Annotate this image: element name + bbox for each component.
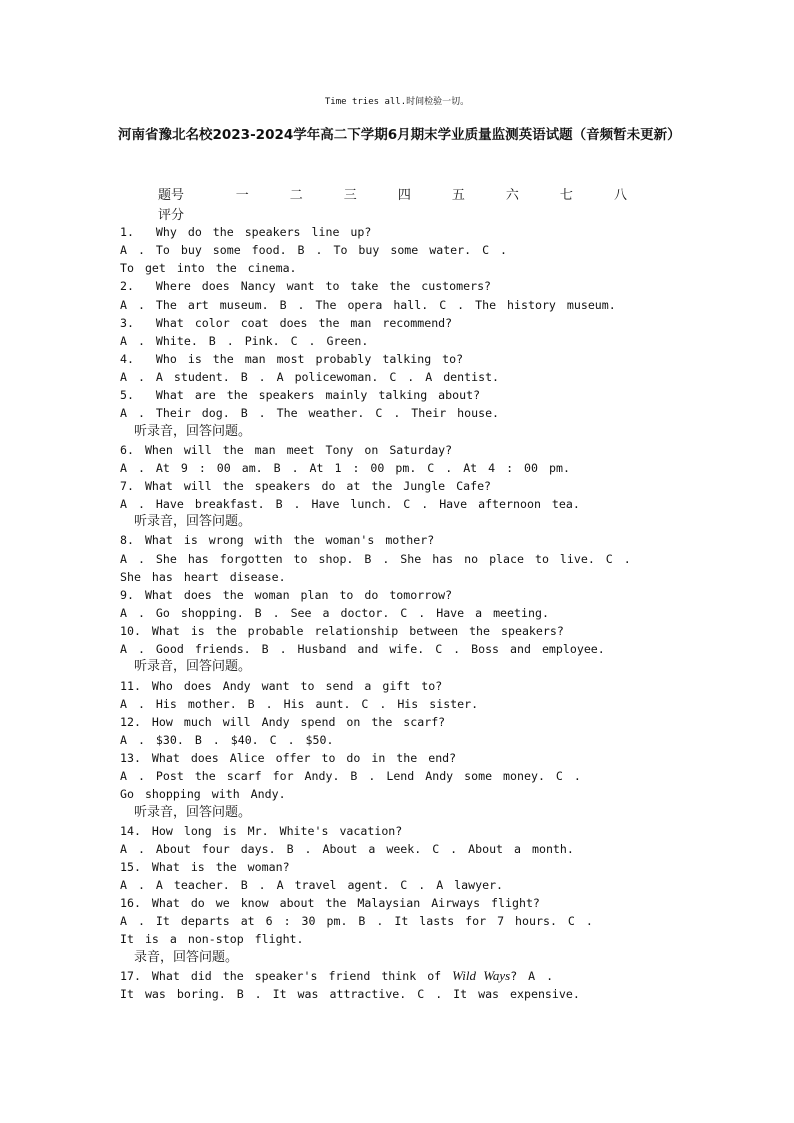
options-10: A . Good friends. B . Husband and wife. C . Boss and employee. (120, 642, 605, 657)
score-col-8: 八 (613, 188, 627, 203)
options-3: A . White. B . Pink. C . Green. (120, 333, 369, 348)
question-4: 4. Who is the man most probably talking to? (120, 351, 464, 366)
section-instruction: 听录音，回答问题。 (134, 514, 252, 530)
question-17-text: 17. What did the speaker's friend think of (120, 968, 453, 983)
options-6: A . At 9 : 00 am. B . At 1 : 00 pm. C . At 4 : 00 pm. (120, 460, 570, 475)
question-list (120, 223, 690, 1003)
question-1: 1. Why do the speakers line up? (120, 225, 372, 239)
question-8: 8. What is wrong with the woman's mother? (120, 533, 435, 548)
options-14: A . About four days. B . About a week. C . About a month. (120, 841, 574, 856)
score-col-1: 一 (235, 188, 249, 203)
score-row-score (158, 204, 668, 223)
options-16: A . It departs at 6 : 30 pm. B . It lasts for 7 hours. C . (120, 914, 593, 929)
question-12: 12. How much will Andy spend on the scarf? (120, 714, 446, 729)
score-row-numbers (158, 183, 668, 204)
question-17 (120, 967, 690, 985)
score-col-6: 六 (505, 188, 519, 203)
score-row2-label: 评分 (158, 208, 185, 223)
score-col-3: 三 (343, 188, 357, 203)
options-13-cont: Go shopping with Andy. (120, 787, 286, 802)
options-1: A . To buy some food. B . To buy some water. C . (120, 243, 508, 258)
score-col-4: 四 (397, 188, 411, 203)
question-5: 5. What are the speakers mainly talking about? (120, 388, 481, 403)
question-15: 15. What is the woman? (120, 859, 290, 874)
options-1-cont: To get into the cinema. (120, 261, 297, 276)
question-7: 7. What will the speakers do at the Jungle Cafe? (120, 478, 492, 493)
section-instruction-short: 录音，回答问题。 (134, 949, 239, 965)
options-8-cont: She has heart disease. (120, 569, 286, 584)
question-16: 16. What do we know about the Malaysian Airways flight? (120, 896, 540, 911)
question-9: 9. What does the woman plan to do tomorrow? (120, 587, 453, 602)
options-12: A . $30. B . $40. C . $50. (120, 732, 334, 747)
options-8: A . She has forgotten to shop. B . She has no place to live. C . (120, 551, 631, 566)
options-9: A . Go shopping. B . See a doctor. C . Have a meeting. (120, 605, 549, 620)
question-3: 3. What color coat does the man recommend? (120, 315, 453, 330)
section-instruction: 听录音，回答问题。 (134, 804, 252, 820)
motto: Time tries all.时间检验一切。 (324, 97, 470, 107)
question-2: 2. Where does Nancy want to take the customers? (120, 279, 492, 294)
options-13: A . Post the scarf for Andy. B . Lend Andy some money. C . (120, 769, 581, 784)
question-17-title: Wild Ways (452, 967, 511, 983)
question-13: 13. What does Alice offer to do in the end? (120, 751, 457, 766)
page-title: 河南省豫北名校2023-2024学年高二下学期6月期末学业质量监测英语试题（音频暂未更新） (118, 127, 681, 143)
score-row-label: 题号 (158, 188, 185, 203)
score-col-7: 七 (559, 188, 573, 203)
options-15: A . A teacher. B . A travel agent. C . A lawyer. (120, 878, 504, 893)
options-16-cont: It is a non-stop flight. (120, 932, 304, 947)
question-11: 11. Who does Andy want to send a gift to? (120, 678, 443, 693)
score-col-5: 五 (451, 188, 465, 203)
score-col-2: 二 (289, 188, 303, 203)
options-11: A . His mother. B . His aunt. C . His sister. (120, 696, 479, 711)
question-14: 14. How long is Mr. White's vacation? (120, 823, 403, 838)
options-4: A . A student. B . A policewoman. C . A dentist. (120, 370, 500, 385)
question-10: 10. What is the probable relationship between the speakers? (120, 624, 564, 639)
options-2: A . The art museum. B . The opera hall. C . The history museum. (120, 297, 616, 312)
section-instruction: 听录音，回答问题。 (134, 423, 252, 439)
options-5: A . Their dog. B . The weather. C . Their house. (120, 406, 500, 421)
options-17: It was boring. B . It was attractive. C . It was expensive. (120, 986, 580, 1001)
section-instruction: 听录音，回答问题。 (134, 659, 252, 675)
question-17-option-a: ? A . (510, 968, 554, 983)
question-6: 6. When will the man meet Tony on Saturday? (120, 442, 453, 457)
options-7: A . Have breakfast. B . Have lunch. C . Have afternoon tea. (120, 497, 580, 512)
score-table (158, 183, 668, 223)
